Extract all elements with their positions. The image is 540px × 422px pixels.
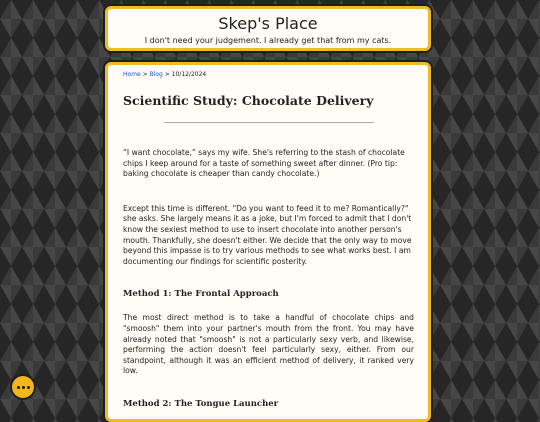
site-tagline: I don't need your judgement. I already get that from my cats. [144,36,392,45]
breadcrumb-separator: > [140,71,150,78]
post-paragraph: Except this time is different. "Do you want to feed it to me? Romantically?" she asks. She largely means it as a joke, but I'm forced to admit that I don't know the sexiest method to use to insert chocolate into another person's mouth. Thankfully, she doesn't either. We decide that the only way to move beyond this impasse is to try various methods to see what works best. I am documenting our findings for scientific posterity. [123,203,412,266]
post-title: Scientific Study: Chocolate Delivery [123,93,374,108]
post-paragraph: “I want chocolate,” says my wife. She's referring to the stash of chocolate chips I keep around for a taste of something sweet after dinner. (Pro tip: baking chocolate is cheaper than candy chocolate.) [123,148,405,179]
title-divider [164,122,374,123]
site-header [105,6,431,51]
breadcrumb-home-link[interactable]: Home [123,71,141,78]
method-2-heading: Method 2: The Tongue Launcher [123,398,279,409]
breadcrumb [123,71,414,78]
more-dots-icon [17,386,20,389]
post-card [105,62,431,422]
method-1-heading: Method 1: The Frontal Approach [123,289,279,300]
more-dots-icon-dot [22,386,25,389]
post-paragraph: The most direct method is to take a handful of chocolate chips and "smoosh" them into your partner's mouth from the front. You may have already noted that "smoosh" is not a particularly sexy verb, and likewise, performing the action doesn't feel particularly sexy, either. From our standpoint, although it was an efficient method of delivery, it ranked very low. [123,313,414,376]
site-title: Skep's Place [218,14,318,33]
breadcrumb-separator: > [162,71,172,78]
more-options-button[interactable] [12,376,34,398]
breadcrumb-date: 10/12/2024 [171,71,207,78]
breadcrumb-blog-link[interactable]: Blog [149,71,163,78]
more-dots-icon-dot [27,386,30,389]
